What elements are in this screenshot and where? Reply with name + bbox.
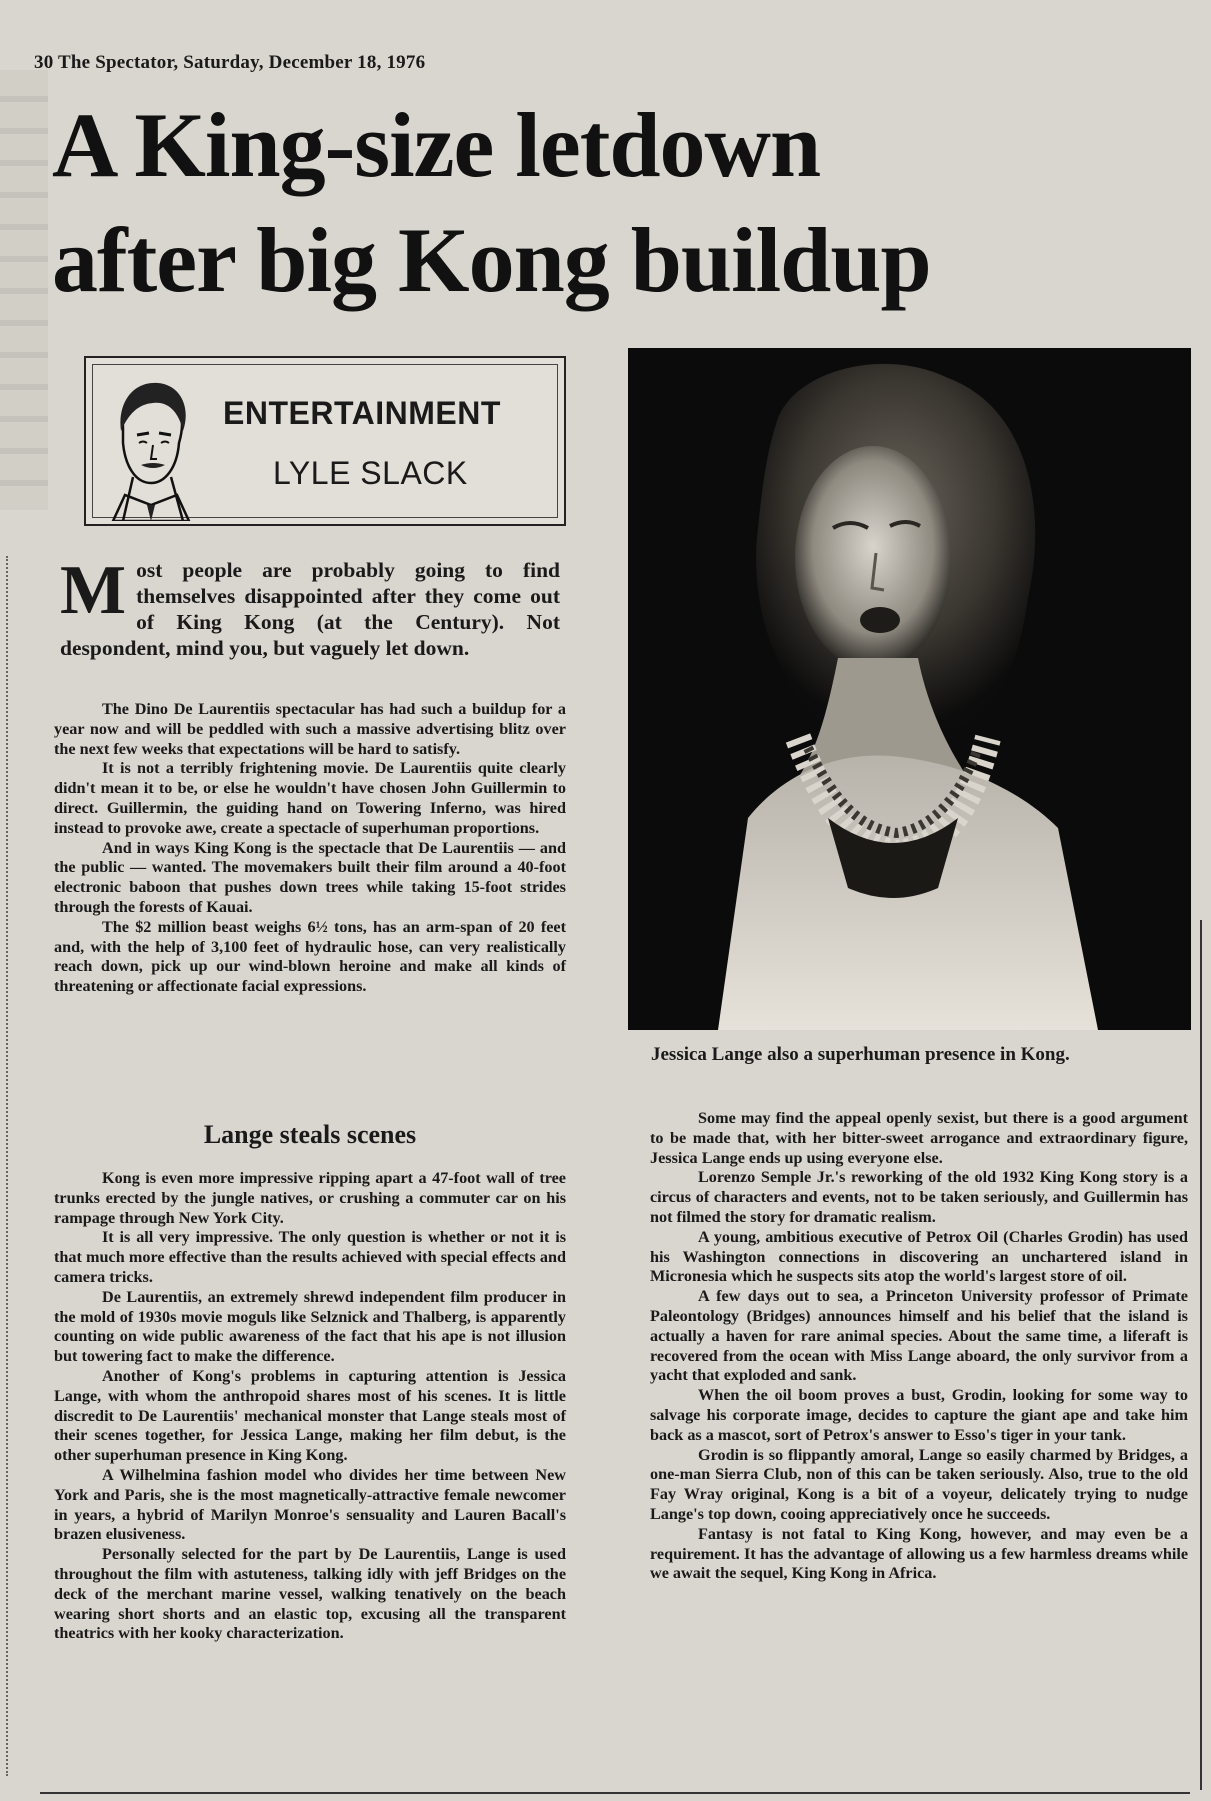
paragraph: The $2 million beast weighs 6½ tons, has an arm-span of 20 feet and, with the help of 3,100 feet of hydraulic hose, can very realistically reach down, pick up our wind-blown heroine and make all kinds of threatening or affectionate facial expressions. <box>54 917 566 996</box>
paragraph: A young, ambitious executive of Petrox Oil (Charles Grodin) has used his Washington connections in discovering an unchartered island in Micronesia which he suspects sits atop the world's largest store of oil. <box>650 1227 1188 1286</box>
headline-line-1: A King-size letdown <box>52 94 821 196</box>
lede-text: ost people are probably going to find themselves disappointed after they come out of King Kong (at the Century). Not despondent, mind you, but vaguely let down. <box>60 558 560 660</box>
paragraph: It is not a terribly frightening movie. De Laurentiis quite clearly didn't mean it to be, or else he wouldn't have chosen John Guillermin to direct. Guillermin, the guiding hand on Towering Inferno, was hired instead to provoke awe, create a spectacle of superhuman proportions. <box>54 759 566 837</box>
author-portrait-icon <box>103 373 198 521</box>
photo-caption: Jessica Lange also a superhuman presence in Kong. <box>651 1044 1070 1065</box>
paragraph: Another of Kong's problems in capturing attention is Jessica Lange, with whom the anthropoid shares most of his scenes. It is little discredit to De Laurentiis' mechanical monster that Lange steals most of their scenes together, for Jessica Lange, making her film debut, is the other superhuman presence in King Kong. <box>54 1366 566 1465</box>
author-name: LYLE SLACK <box>273 455 468 491</box>
paragraph: When the oil boom proves a bust, Grodin, looking for some way to salvage his corporate image, decides to capture the giant ape and take him back as a mascot, sort of Petrox's answer to Esso's tiger in your tank. <box>650 1386 1188 1444</box>
portrait-photo-icon <box>628 348 1191 1030</box>
right-rule <box>1200 920 1202 1790</box>
jessica-lange-photo <box>628 348 1191 1030</box>
dateline: 30 The Spectator, Saturday, December 18, 1976 <box>34 52 426 73</box>
paragraph: De Laurentiis, an extremely shrewd independent film producer in the mold of 1930s movie moguls like Selznick and Thalberg, is apparently counting on wide public awareness of the fact that his ape is not illusion but towering fact to make the difference. <box>54 1287 566 1366</box>
paragraph: And in ways King Kong is the spectacle that De Laurentiis — and the public — wanted. The movemakers built their film around a 40-foot electronic baboon that pushes down trees while taking 15-foot strides through the forests of Kauai. <box>54 838 566 916</box>
margin-bleed <box>0 70 48 510</box>
section-name: ENTERTAINMENT <box>223 395 501 431</box>
lede-paragraph <box>60 552 560 661</box>
paragraph: The Dino De Laurentiis spectacular has had such a buildup for a year now and will be peddled with such a massive advertising blitz over the next few weeks that expectations will be hard to satisfy. <box>54 700 566 758</box>
drop-cap: M <box>60 552 127 629</box>
paragraph: Some may find the appeal openly sexist, but there is a good argument to be made that, with her bitter-sweet arrogance and extraordinary figure, Jessica Lange ends up using everyone else. <box>650 1109 1188 1167</box>
paragraph: Lorenzo Semple Jr.'s reworking of the old 1932 King Kong story is a circus of characters and events, not to be taken seriously, and Guillermin has not filmed the story for dramatic realism. <box>650 1168 1188 1226</box>
bottom-rule <box>40 1792 1190 1794</box>
paragraph: A Wilhelmina fashion model who divides her time between New York and Paris, she is the most magnetically-attractive female newcomer in years, a hybrid of Marilyn Monroe's sensuality and Lauren Bacall's brazen elusiveness. <box>54 1465 566 1544</box>
paragraph: Fantasy is not fatal to King Kong, however, and may even be a requirement. It has the advantage of allowing us a few harmless dreams while we await the sequel, King Kong in Africa. <box>650 1524 1188 1583</box>
article-column-1-continued <box>54 1169 566 1644</box>
paragraph: Kong is even more impressive ripping apart a 47-foot wall of tree trunks erected by the jungle natives, or crushing a commuter car on his rampage through New York City. <box>54 1169 566 1227</box>
paragraph: A few days out to sea, a Princeton University professor of Primate Paleontology (Bridges) announces himself and his belief that the island is actually a haven for rare animal species. About the same time, a liferaft is recovered from the ocean with Miss Lange aboard, the only survivor from a yacht that exploded and sank. <box>650 1287 1188 1385</box>
column-header-inner <box>92 364 558 518</box>
headline <box>52 88 1162 318</box>
paragraph: Grodin is so flippantly amoral, Lange so easily charmed by Bridges, a one-man Sierra Club, non of this can be taken seriously. Also, true to the old Fay Wray original, Kong is a bit of a voyeur, delicately trying to nudge Lange's top down, cooing appreciatively once he succeeds. <box>650 1445 1188 1523</box>
left-rule <box>6 556 9 1776</box>
article-column-1 <box>54 700 566 997</box>
column-header-box <box>84 356 566 526</box>
article-column-2 <box>650 1109 1188 1584</box>
subhead: Lange steals scenes <box>203 1120 417 1149</box>
paragraph: Personally selected for the part by De Laurentiis, Lange is used throughout the film with astuteness, talking idly with jeff Bridges on the deck of the merchant marine vessel, walking tenatively on the beach wearing short shorts and an elastic top, excusing all the transparent theatrics with her kooky characterization. <box>54 1545 566 1643</box>
headline-line-2: after big Kong buildup <box>52 209 931 311</box>
paragraph: It is all very impressive. The only question is whether or not it is that much more effective than the results achieved with special effects and camera tricks. <box>54 1228 566 1286</box>
